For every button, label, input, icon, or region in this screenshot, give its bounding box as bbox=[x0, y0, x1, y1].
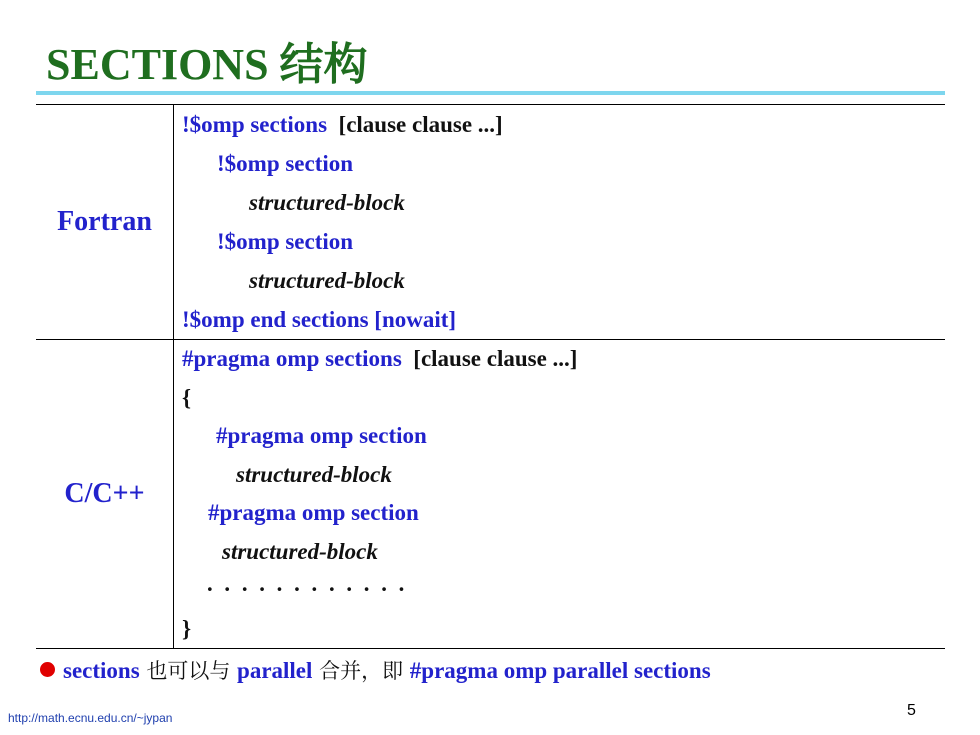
bullet-dot-icon bbox=[40, 662, 55, 677]
code-directive: #pragma omp section bbox=[208, 500, 419, 525]
code-line bbox=[182, 300, 945, 339]
c-code bbox=[174, 340, 946, 649]
code-line bbox=[182, 417, 945, 456]
code-line bbox=[182, 494, 945, 533]
table-row-fortran bbox=[36, 105, 945, 340]
table-row-c bbox=[36, 340, 945, 649]
page-title: SECTIONS 结构 bbox=[46, 40, 368, 89]
code-line bbox=[182, 456, 945, 495]
fortran-code bbox=[174, 105, 946, 340]
code-directive: !$omp section bbox=[217, 229, 354, 254]
code-block-placeholder: structured-block bbox=[222, 538, 378, 564]
note-keyword: parallel bbox=[237, 658, 313, 683]
code-line bbox=[182, 533, 945, 572]
note-keyword: sections bbox=[63, 658, 140, 683]
language-label-fortran: Fortran bbox=[36, 105, 174, 340]
code-line bbox=[182, 340, 945, 379]
code-line bbox=[182, 261, 945, 300]
note-text: 合并，即 bbox=[312, 659, 410, 683]
code-directive: !$omp section bbox=[217, 151, 354, 176]
note-directive: #pragma omp parallel sections bbox=[409, 658, 711, 683]
footer-url: http://math.ecnu.edu.cn/~jypan bbox=[8, 711, 173, 725]
language-label-c: C/C++ bbox=[36, 340, 174, 649]
code-line bbox=[182, 610, 945, 649]
code-line bbox=[182, 105, 945, 144]
code-clause: [clause clause ...] bbox=[338, 112, 503, 137]
code-line bbox=[182, 379, 945, 418]
note-text: 也可以与 bbox=[139, 659, 238, 683]
code-line bbox=[182, 183, 945, 222]
code-directive: !$omp sections bbox=[182, 112, 328, 137]
code-clause: [clause clause ...] bbox=[413, 346, 578, 371]
code-directive: #pragma omp section bbox=[216, 423, 427, 448]
code-brace: { bbox=[182, 384, 192, 410]
code-line bbox=[182, 571, 945, 610]
code-line bbox=[182, 144, 945, 183]
note-bullet bbox=[40, 655, 711, 685]
code-line bbox=[182, 222, 945, 261]
code-brace: } bbox=[182, 615, 192, 641]
code-block-placeholder: structured-block bbox=[236, 461, 392, 487]
code-directive: #pragma omp sections bbox=[182, 346, 402, 371]
code-block-placeholder: structured-block bbox=[249, 268, 405, 293]
syntax-table bbox=[36, 104, 945, 649]
code-ellipsis: · · · · · · · · · · · · bbox=[206, 577, 408, 602]
code-directive: !$omp end sections [nowait] bbox=[182, 307, 457, 332]
page-number: 5 bbox=[907, 702, 916, 719]
code-block-placeholder: structured-block bbox=[249, 190, 405, 215]
title-underline bbox=[36, 91, 945, 95]
